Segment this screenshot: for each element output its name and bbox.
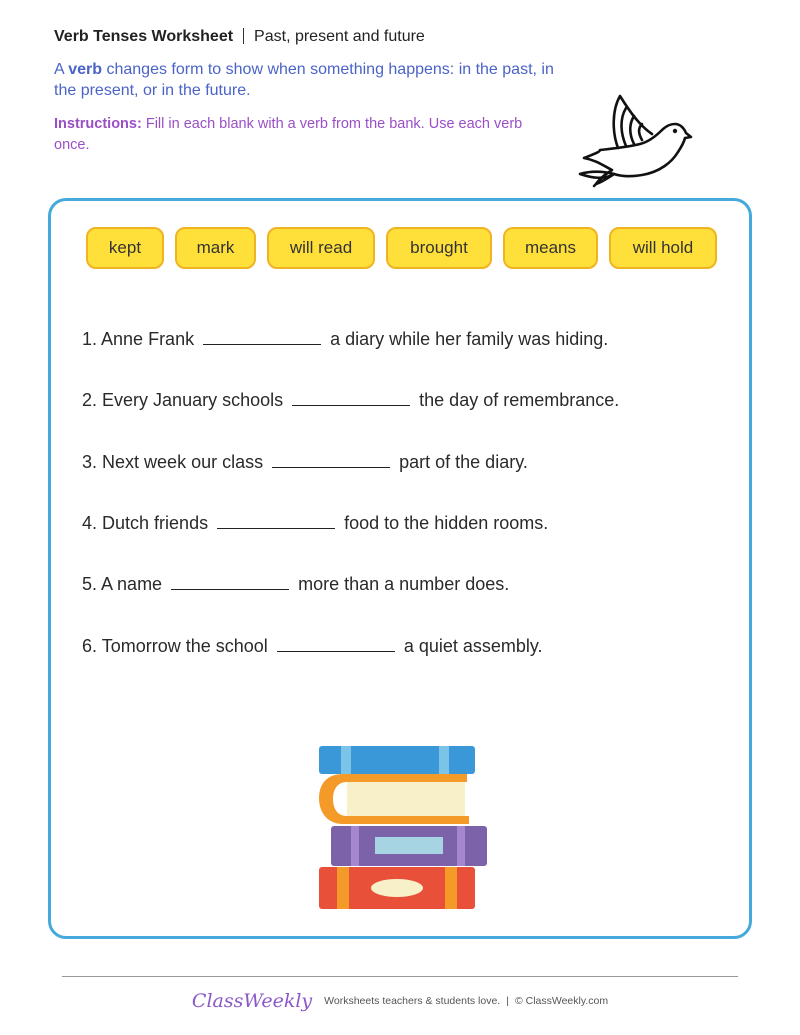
question-after: food to the hidden rooms. (344, 513, 549, 533)
question-after: the day of remembrance. (419, 390, 620, 410)
question-after: part of the diary. (399, 452, 528, 472)
question-number: 4. (82, 513, 98, 533)
word-chip-kept[interactable]: kept (86, 227, 164, 269)
question-item (82, 572, 509, 596)
book-stack-icon (317, 744, 489, 912)
question-before: Dutch friends (102, 513, 209, 533)
question-after: a diary while her family was hiding. (330, 329, 609, 349)
instructions-label: Instructions: (54, 116, 142, 132)
intro-before: A (54, 61, 69, 78)
question-before: Next week our class (102, 452, 264, 472)
question-number: 6. (82, 636, 98, 656)
footer-text (324, 995, 608, 1007)
question-item (82, 450, 528, 474)
word-chip-means[interactable]: means (503, 227, 598, 269)
worksheet-box (48, 198, 752, 939)
instructions-body: Fill in each blank with a verb from the bank. Use each verb once. (54, 116, 523, 153)
question-number: 3. (82, 452, 98, 472)
question-before: Every January schools (102, 390, 284, 410)
classweekly-logo: ClassWeekly (191, 990, 313, 1012)
footer-tagline: Worksheets teachers & students love. (324, 995, 501, 1007)
answer-blank[interactable] (171, 574, 289, 590)
word-chip-mark[interactable]: mark (175, 227, 256, 269)
answer-blank[interactable] (203, 329, 321, 345)
question-before: A name (101, 574, 163, 594)
footer-divider (62, 976, 738, 977)
question-before: Anne Frank (101, 329, 195, 349)
worksheet-subtitle: Past, present and future (254, 28, 425, 45)
question-number: 5. (82, 574, 98, 594)
worksheet-header (54, 28, 425, 46)
dove-eye (673, 129, 677, 133)
question-number: 2. (82, 390, 98, 410)
instructions-text (54, 114, 544, 156)
answer-blank[interactable] (272, 452, 390, 468)
intro-text (54, 59, 554, 101)
question-item (82, 388, 619, 412)
answer-blank[interactable] (217, 513, 335, 529)
question-after: a quiet assembly. (403, 636, 543, 656)
question-after: more than a number does. (298, 574, 510, 594)
answer-blank[interactable] (277, 636, 395, 652)
question-item (82, 634, 543, 658)
word-chip-will-read[interactable]: will read (267, 227, 375, 269)
question-before: Tomorrow the school (101, 636, 268, 656)
word-bank (51, 227, 749, 269)
answer-blank[interactable] (292, 390, 410, 406)
intro-keyword: verb (68, 61, 103, 78)
word-chip-brought[interactable]: brought (386, 227, 492, 269)
question-item (82, 327, 608, 351)
header-divider (243, 28, 244, 44)
question-item (82, 511, 548, 535)
footer-separator: | (506, 995, 509, 1007)
word-chip-will-hold[interactable]: will hold (609, 227, 717, 269)
page-footer (0, 986, 800, 1016)
dove-icon (574, 88, 698, 188)
question-number: 1. (82, 329, 98, 349)
intro-after: changes form to show when something happens: in the past, in the present, or in the future. (54, 61, 554, 99)
worksheet-title: Verb Tenses Worksheet (54, 28, 234, 45)
footer-copyright: © ClassWeekly.com (514, 995, 609, 1007)
